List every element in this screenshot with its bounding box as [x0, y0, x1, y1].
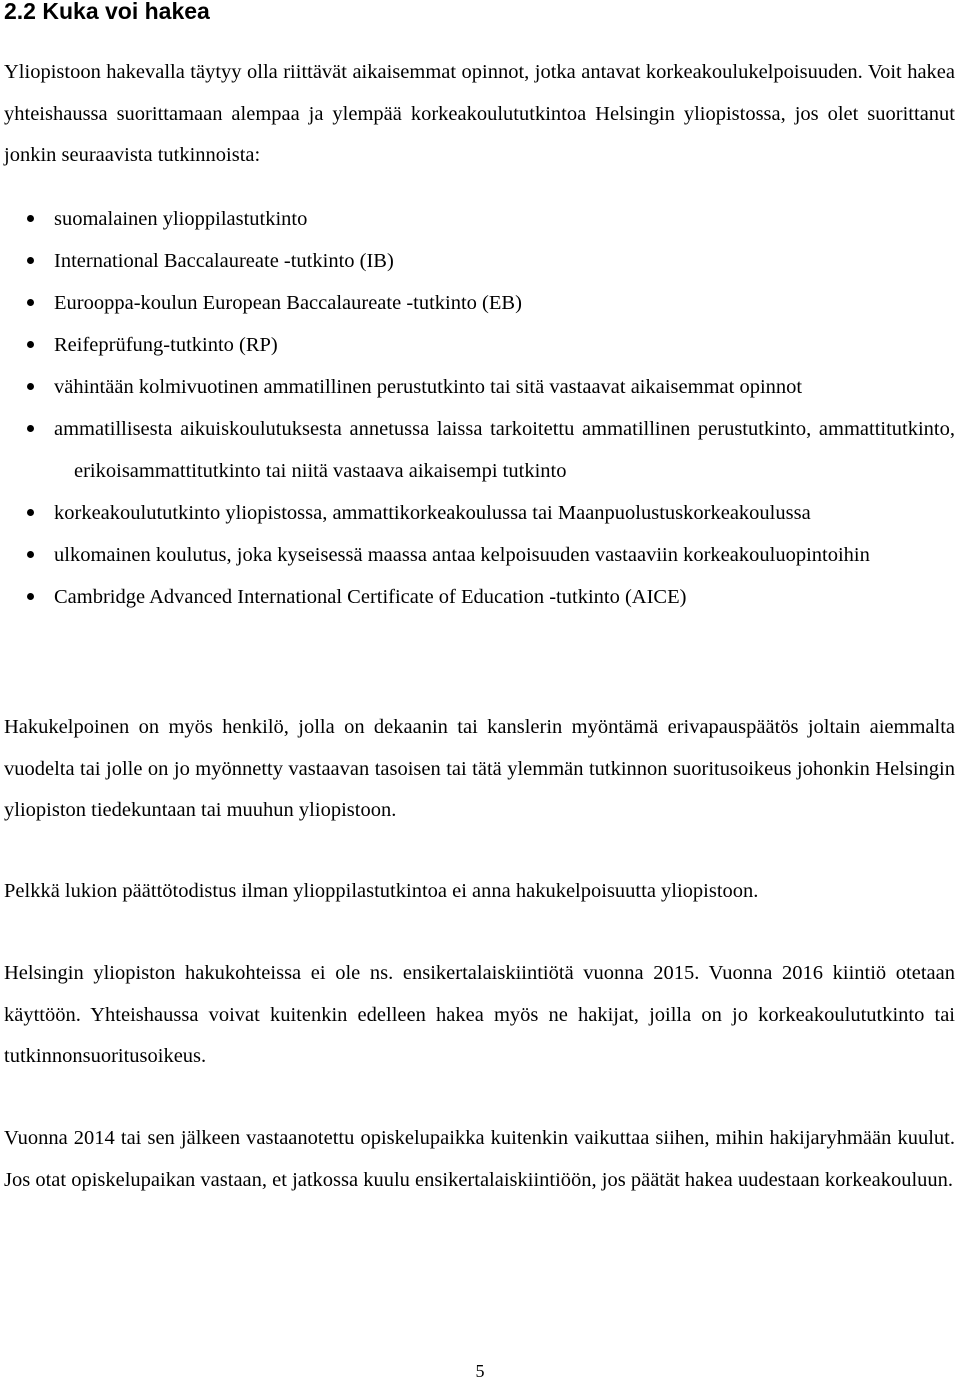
bullet-icon — [27, 593, 34, 600]
school-certificate-paragraph: Pelkkä lukion päättötodistus ilman ylioppilastutkintoa ei anna hakukelpoisuutta yliopistoon. — [4, 880, 759, 902]
list-item: ulkomainen koulutus, joka kyseisessä maassa antaa kelpoisuuden vastaaviin korkeakouluopintoihin — [0, 534, 955, 576]
list-item: Eurooppa-koulun European Baccalaureate -tutkinto (EB) — [0, 282, 955, 324]
bullet-icon — [27, 383, 34, 390]
list-item: International Baccalaureate -tutkinto (IB) — [0, 240, 955, 282]
page-number: 5 — [475, 1361, 485, 1381]
list-item: ammatillisesta aikuiskoulutuksesta annetussa laissa tarkoitettu ammatillinen perustutkinto, ammattitutkinto, erikoisammattitutkinto tai niitä vastaava aikaisempi tutkinto — [0, 408, 955, 492]
list-item: Cambridge Advanced International Certificate of Education -tutkinto (AICE) — [0, 576, 955, 618]
bullet-icon — [27, 215, 34, 222]
list-item: korkeakoulututkinto yliopistossa, ammattikorkeakoulussa tai Maanpuolustuskorkeakoulussa — [0, 492, 955, 534]
bullet-icon — [27, 341, 34, 348]
bullet-icon — [27, 299, 34, 306]
qualification-list — [0, 198, 955, 618]
first-time-quota-paragraph: Helsingin yliopiston hakukohteissa ei ole ns. ensikertalaiskiintiötä vuonna 2015. Vuonna 2016 kiintiö otetaan käyttöön. Yhteishaussa voivat kuitenkin edelleen hakea myös ne hakijat, joilla on jo korkeakoulututkinto tai tutkinnonsuoritusoikeus. — [4, 962, 955, 1067]
section-heading: 2.2 Kuka voi hakea — [4, 0, 210, 24]
bullet-icon — [27, 509, 34, 516]
bullet-icon — [27, 257, 34, 264]
list-item: suomalainen ylioppilastutkinto — [0, 198, 955, 240]
list-item: vähintään kolmivuotinen ammatillinen perustutkinto tai sitä vastaavat aikaisemmat opinnot — [0, 366, 955, 408]
intro-paragraph: Yliopistoon hakevalla täytyy olla riittävät aikaisemmat opinnot, jotka antavat korkeakoulukelpoisuuden. Voit hakea yhteishaussa suorittamaan alempaa ja ylempää korkeakoulututkintoa Helsingin yliopistossa, jos olet suorittanut jonkin seuraavista tutkinnoista: — [4, 61, 955, 166]
accepted-place-paragraph: Vuonna 2014 tai sen jälkeen vastaanotettu opiskelupaikka kuitenkin vaikuttaa siihen, mihin hakijaryhmään kuulut. Jos otat opiskelupaikan vastaan, et jatkossa kuulu ensikertalaiskiintiöön, jos päätät hakea uudestaan korkeakouluun. — [4, 1127, 955, 1191]
exemption-paragraph: Hakukelpoinen on myös henkilö, jolla on dekaanin tai kanslerin myöntämä erivapauspäätös joltain aiemmalta vuodelta tai jolle on jo myönnetty vastaavan tasoisen tai tätä ylemmän tutkinnon suoritusoikeus johonkin Helsingin yliopiston tiedekuntaan tai muuhun yliopistoon. — [4, 716, 955, 821]
bullet-icon — [27, 425, 34, 432]
list-item: Reifeprüfung-tutkinto (RP) — [0, 324, 955, 366]
bullet-icon — [27, 551, 34, 558]
